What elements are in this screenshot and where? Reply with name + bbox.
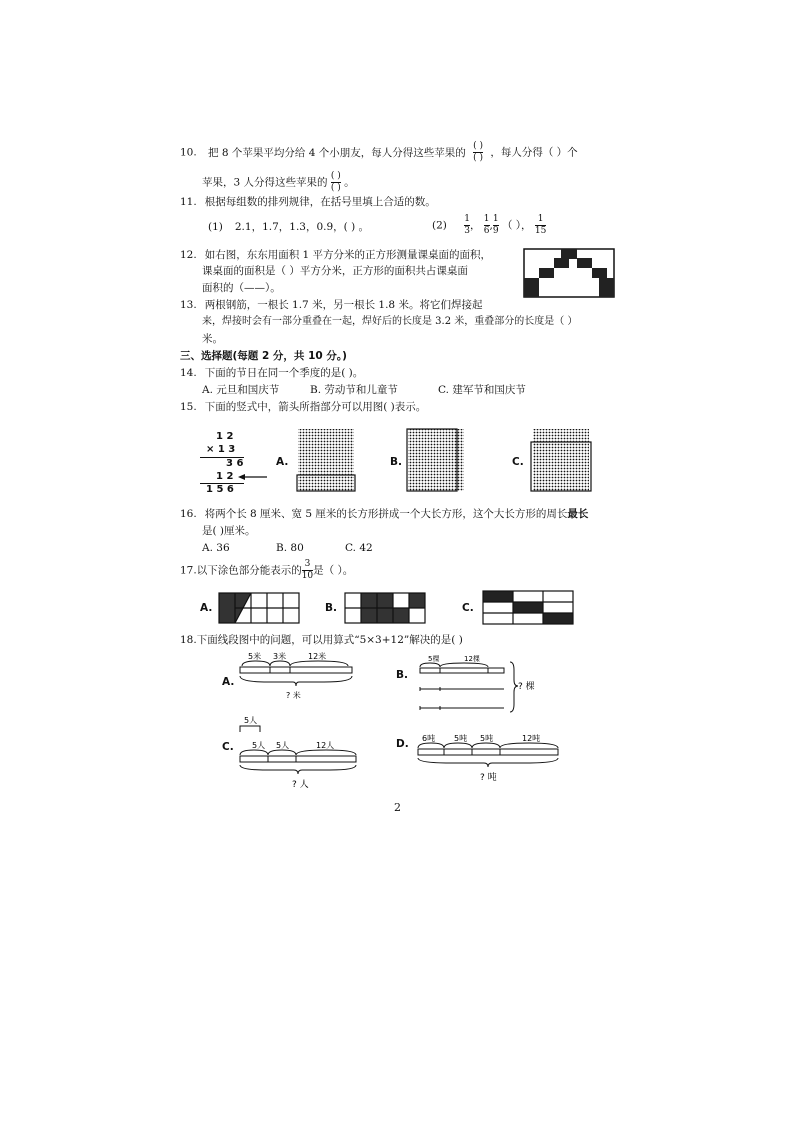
q18-b-seg2: 12棵	[464, 655, 480, 663]
q15-question: 15. 下面的竖式中，箭头所指部分可以用图( )表示。	[180, 401, 427, 413]
q12-line3: 面积的（——）。	[202, 282, 281, 294]
q18-a-total: ? 米	[286, 691, 301, 700]
q17-option-a-figure[interactable]	[218, 592, 302, 624]
q10-line2: 苹果，3 人分得这些苹果的 $\frac{( )}{( )}$ 。	[202, 171, 355, 193]
q17-option-a-label[interactable]: A.	[200, 602, 213, 614]
arrow-icon	[238, 472, 268, 482]
q18-c-total: ? 人	[292, 780, 309, 790]
section3-title: 三、选择题(每题 2 分，共 10 分。)	[180, 350, 347, 362]
q16-option-a[interactable]: A. 36	[202, 542, 230, 554]
q18-d-seg2: 5吨	[454, 734, 468, 743]
q17-question: 17.以下涂色部分能表示的 $\frac{3}{10}$ 是（ ）。	[180, 559, 354, 581]
q18-c-seg1: 5人	[252, 741, 266, 750]
q18-a-seg2: 3米	[273, 652, 287, 661]
q17-option-c-label[interactable]: C.	[462, 602, 474, 614]
q18-option-d-diagram[interactable]	[414, 732, 562, 788]
q15-option-b-label[interactable]: B.	[390, 456, 402, 468]
q16-option-b[interactable]: B. 80	[276, 542, 304, 554]
q17-option-b-figure[interactable]	[344, 592, 430, 624]
page-number: 2	[394, 801, 401, 814]
q18-option-a-label[interactable]: A.	[222, 676, 235, 688]
q15-option-c-label[interactable]: C.	[512, 456, 524, 468]
q14-option-b[interactable]: B. 劳动节和儿童节	[310, 384, 398, 396]
q13-line1: 13. 两根钢筋，一根长 1.7 米，另一根长 1.8 米。将它们焊接起	[180, 299, 483, 311]
q15-option-a-grid[interactable]	[296, 428, 356, 493]
q16-option-c[interactable]: C. 42	[345, 542, 373, 554]
q12-line2: 课桌面的面积是（ ）平方分米，正方形的面积共占课桌面	[202, 265, 468, 277]
q14-question: 14. 下面的节日在同一个季度的是( )。	[180, 367, 364, 379]
q18-d-total: ? 吨	[480, 773, 497, 783]
q18-a-seg3: 12米	[308, 652, 327, 661]
calc-row-4: 1 2	[216, 471, 234, 482]
q18-c-seg2: 5人	[276, 741, 290, 750]
q18-option-a-diagram[interactable]	[238, 650, 358, 712]
q16-line2: 是( )厘米。	[202, 525, 256, 537]
calc-row-1: 1 2	[216, 431, 234, 442]
q17-option-b-label[interactable]: B.	[325, 602, 337, 614]
q15-option-c-grid[interactable]	[530, 428, 592, 493]
calc-row-2: × 1 3	[206, 444, 236, 455]
q17-option-c-figure[interactable]	[482, 590, 574, 626]
q15-option-b-grid[interactable]	[406, 428, 466, 493]
q18-option-b-label[interactable]: B.	[396, 669, 408, 681]
q18-d-seg1: 6吨	[422, 734, 436, 743]
q18-b-total: ? 棵	[518, 682, 535, 692]
desk-grid-figure	[523, 248, 615, 298]
q18-option-c-diagram[interactable]	[236, 714, 361, 794]
q12-line1: 12. 如右图，东东用面积 1 平方分米的正方形测量课桌面的面积，	[180, 249, 492, 261]
q14-option-c[interactable]: C. 建军节和国庆节	[438, 384, 526, 396]
q13-line3: 米。	[202, 333, 223, 345]
q18-a-seg1: 5米	[248, 652, 262, 661]
q18-c-seg3: 12人	[316, 741, 335, 750]
q10-line1: 10. 把 8 个苹果平均分给 4 个小朋友，每人分得这些苹果的 $\frac{( )}{( )}$ ，每人分得（ ）个	[180, 141, 578, 163]
q18-b-seg1: 5棵	[428, 655, 440, 663]
q18-option-b-diagram[interactable]	[414, 652, 554, 718]
q14-option-a[interactable]: A. 元旦和国庆节	[202, 384, 280, 396]
q11-part1: (1) 2.1，1.7，1.3，0.9，( ) 。	[208, 221, 370, 233]
q11-question: 11. 根据每组数的排列规律，在括号里填上合适的数。	[180, 196, 436, 208]
q18-d-seg3: 5吨	[480, 734, 494, 743]
q18-option-d-label[interactable]: D.	[396, 738, 409, 750]
q18-d-seg4: 12吨	[522, 734, 541, 743]
q16-line1: 16. 将两个长 8 厘米、宽 5 厘米的长方形拼成一个大长方形，这个大长方形的周长最长	[180, 508, 589, 520]
q18-question: 18.下面线段图中的问题，可以用算式“5×3+12”解决的是( )	[180, 634, 463, 646]
calc-row-3: 3 6	[226, 458, 244, 469]
q18-c-top: 5人	[244, 716, 258, 725]
q10-blank-fraction-2[interactable]: $\frac{( )}{( )}$	[330, 171, 341, 193]
q11-part2: (2) $\frac{1}{3}$ ， $\frac{1}{6}$ , $\frac{1}{9}$ （ ）， $\frac{1}{15}$	[432, 214, 547, 236]
q10-blank-fraction-1[interactable]: $\frac{( )}{( )}$	[473, 141, 483, 163]
calc-row-5: 1 5 6	[206, 484, 234, 495]
q13-line2: 来，焊接时会有一部分重叠在一起，焊好后的长度是 3.2 米，重叠部分的长度是（ ）	[202, 316, 578, 327]
q15-option-a-label[interactable]: A.	[276, 456, 289, 468]
q18-option-c-label[interactable]: C.	[222, 741, 234, 753]
